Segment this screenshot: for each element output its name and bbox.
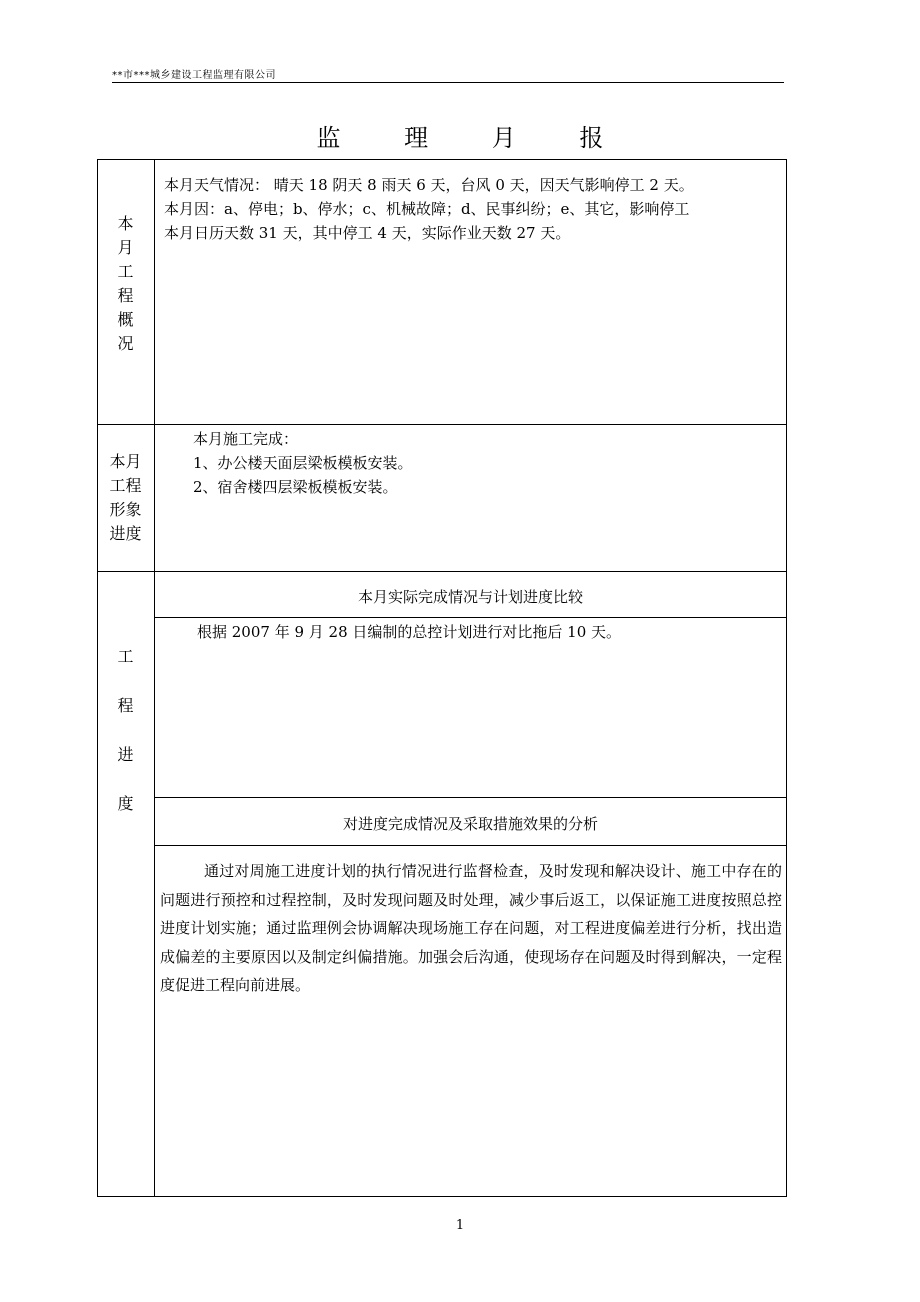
row-divider-2 bbox=[97, 571, 787, 572]
subrow-divider-2 bbox=[154, 797, 787, 798]
subrow-divider-1 bbox=[154, 617, 787, 618]
report-table bbox=[97, 159, 787, 1197]
report-title: 监 理 月 报 bbox=[316, 124, 632, 152]
progress-label: 工 程 进 度 bbox=[117, 647, 134, 813]
column-divider bbox=[154, 159, 155, 1197]
image-progress-label: 本月 工程 形象 进度 bbox=[109, 452, 142, 543]
company-header: **市***城乡建设工程监理有限公司 bbox=[112, 70, 276, 81]
comparison-heading: 本月实际完成情况与计划进度比较 bbox=[357, 588, 583, 606]
analysis-paragraph: 通过对周施工进度计划的执行情况进行监督检查，及时发现和解决设计、施工中存在的问题进行预控和过程控制，及时发现问题及时处理，减少事后返工，以保证施工进度按照总控进度计划实施；通过监理例会协调解决现场施工存在问题，对工程进度偏差进行分析，找出造成偏差的主要原因以及制定纠偏措施。加强会后沟通，使现场存在问题及时得到解决，一定程度促进工程向前进展。 bbox=[160, 862, 782, 994]
overview-label: 本 月 工 程 概 况 bbox=[117, 214, 134, 353]
calendar-days-line: 本月日历天数 31 天，其中停工 4 天，实际作业天数 27 天。 bbox=[164, 224, 571, 242]
analysis-heading: 对进度完成情况及采取措施效果的分析 bbox=[342, 815, 598, 833]
comparison-text: 根据 2007 年 9 月 28 日编制的总控计划进行对比拖后 10 天。 bbox=[197, 623, 622, 641]
weather-line: 本月天气情况： 晴天 18 阴天 8 雨天 6 天，台风 0 天，因天气影响停工 2 天。 bbox=[164, 176, 694, 194]
subrow-divider-3 bbox=[154, 845, 787, 846]
header-rule bbox=[112, 82, 784, 83]
completion-item-2: 2、宿舍楼四层梁板模板安装。 bbox=[193, 478, 398, 496]
row-divider-1 bbox=[97, 424, 787, 425]
completion-item-1: 1、办公楼天面层梁板模板安装。 bbox=[193, 454, 413, 472]
completion-heading: 本月施工完成： bbox=[193, 430, 299, 448]
stoppage-causes-line: 本月因：a、停电；b、停水；c、机械故障；d、民事纠纷；e、其它，影响停工 bbox=[164, 200, 690, 218]
page-number: 1 bbox=[455, 1218, 465, 1233]
